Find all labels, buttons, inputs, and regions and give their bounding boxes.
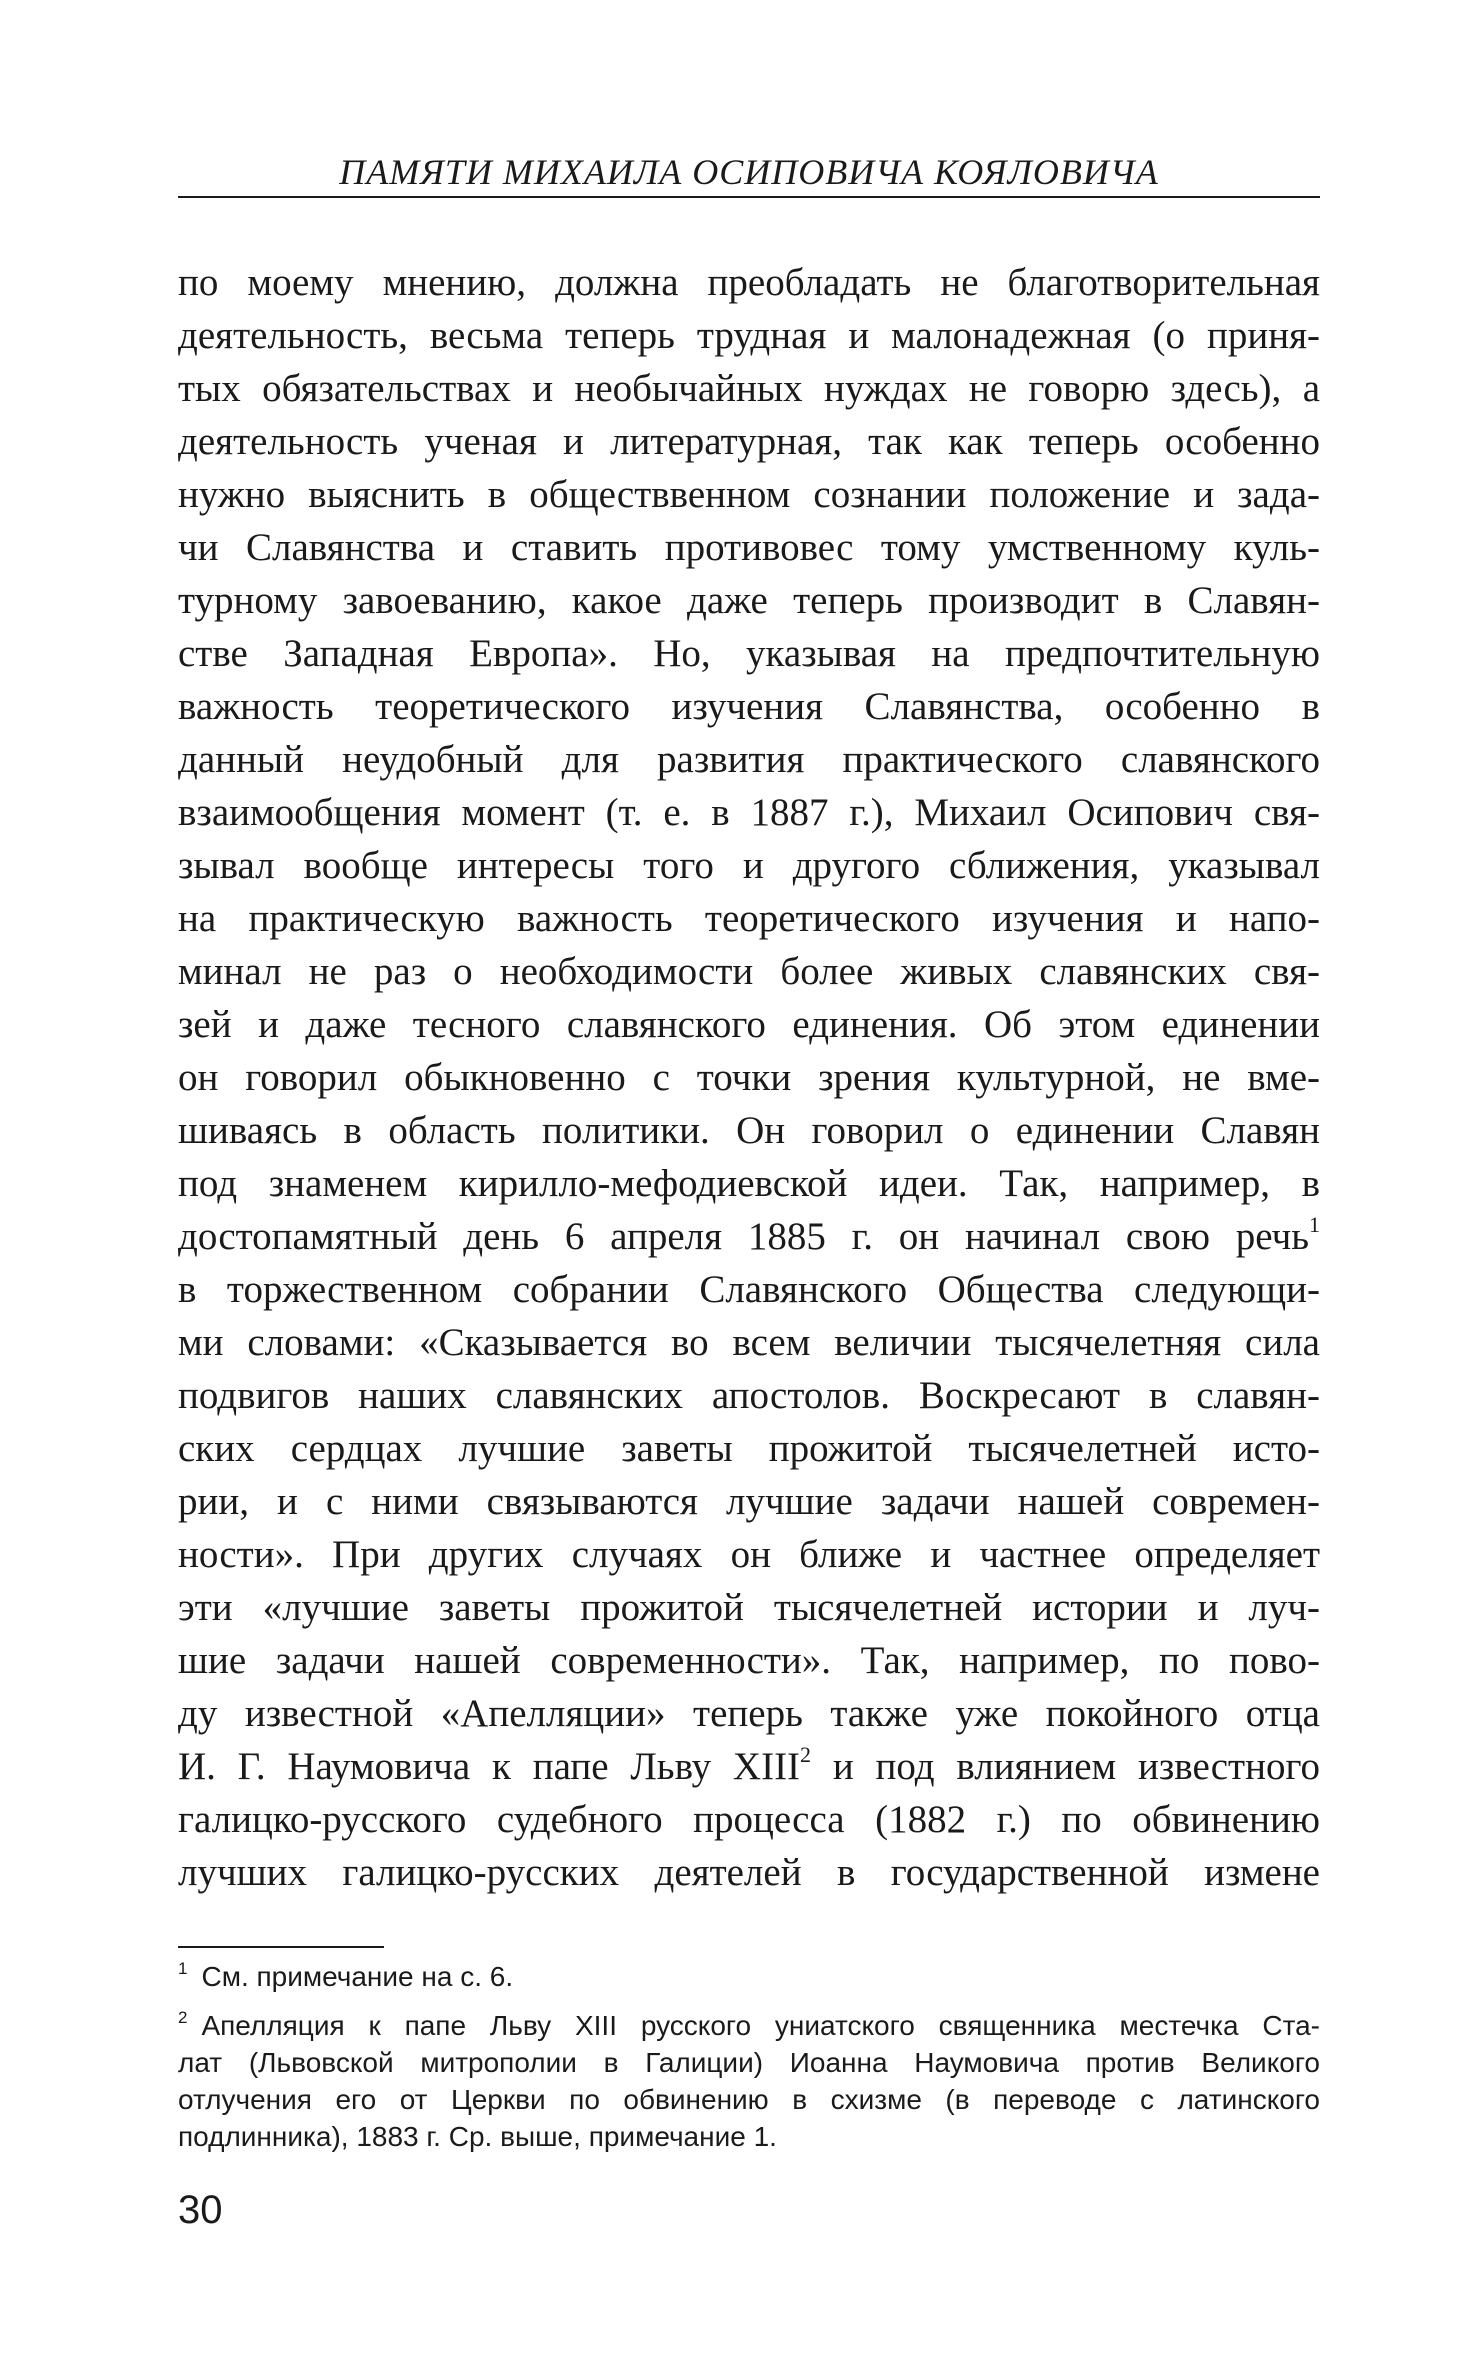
text-line: тых обязательствах и необычайных нуждах не говорю здесь), а (178, 367, 1320, 410)
footnote-line: отлучения его от Церкви по обвинению в схизме (в переводе с латинского (178, 2084, 1320, 2115)
footnote-line (178, 2007, 1320, 2044)
page-number: 30 (178, 2188, 223, 2232)
text-line: взаимообщения момент (т. е. в 1887 г.), Михаил Осипович свя- (178, 791, 1320, 834)
footnote-line: подлинника), 1883 г. Ср. выше, примечание 1. (178, 2121, 777, 2152)
text-line: эти «лучшие заветы прожитой тысячелетней истории и луч- (178, 1586, 1320, 1629)
text-line: минал не раз о необходимости более живых славянских свя- (178, 950, 1320, 993)
text-line (178, 1740, 1320, 1793)
text-line: данный неудобный для развития практического славянского (178, 738, 1320, 781)
text-line: ду известной «Апелляции» теперь также уже покойного отца (178, 1692, 1320, 1735)
text-line: шие задачи нашей современности». Так, например, по пово- (178, 1639, 1320, 1682)
text-line: рии, и с ними связываются лучшие задачи нашей современ- (178, 1480, 1320, 1523)
text-segment: И. Г. Наумовича к папе Льву XIII (178, 1745, 801, 1788)
text-line: ности». При других случаях он ближе и частнее определяет (178, 1533, 1320, 1576)
text-line: на практическую важность теоретического изучения и напо- (178, 897, 1320, 940)
text-line: стве Западная Европа». Но, указывая на предпочтительную (178, 632, 1320, 675)
text-line: зей и даже тесного славянского единения. Об этом единении (178, 1003, 1320, 1046)
text-line: нужно выяснить в обществвенном сознании положение и зада- (178, 473, 1320, 516)
text-line: деятельность, весьма теперь трудная и малонадежная (о приня- (178, 314, 1320, 357)
footnote-ref-1[interactable]: 1 (1309, 1212, 1320, 1237)
text-line: чи Славянства и ставить противовес тому умственному куль- (178, 526, 1320, 569)
running-title: ПАМЯТИ МИХАИЛА ОСИПОВИЧА КОЯЛОВИЧА (339, 152, 1159, 192)
text-line: подвигов наших славянских апостолов. Воскресают в славян- (178, 1374, 1320, 1417)
footnote-line (178, 1958, 1320, 1995)
text-line: зывал вообще интересы того и другого сближения, указывал (178, 844, 1320, 887)
footnote-marker: 2 (178, 2008, 188, 2027)
header-rule (178, 196, 1320, 198)
footnote-line: лат (Львовской митрополии в Галиции) Иоанна Наумовича против Великого (178, 2047, 1320, 2078)
text-line: турному завоеванию, какое даже теперь производит в Славян- (178, 579, 1320, 622)
footnote-2 (178, 2007, 1320, 2155)
text-line: ских сердцах лучшие заветы прожитой тысячелетней исто- (178, 1427, 1320, 1470)
footnotes (178, 1958, 1320, 2167)
text-line: он говорил обыкновенно с точки зрения культурной, не вме- (178, 1056, 1320, 1099)
footnote-text: Апелляция к папе Льву XIII русского униатского священника местечка Ста- (201, 2010, 1320, 2041)
text-line: по моему мнению, должна преобладать не благотворительная (178, 261, 1320, 304)
footnote-text: См. примечание на с. 6. (201, 1961, 514, 1992)
footnote-ref-2[interactable]: 2 (800, 1742, 812, 1767)
text-line: в торжественном собрании Славянского Общества следующи- (178, 1268, 1320, 1311)
text-line: деятельность ученая и литературная, так как теперь особенно (178, 420, 1320, 463)
text-line: лучших галицко-русских деятелей в государственной измене (178, 1851, 1320, 1894)
footnote-marker: 1 (178, 1959, 188, 1978)
text-line: под знаменем кирилло-мефодиевской идеи. Так, например, в (178, 1162, 1320, 1205)
footnote-1 (178, 1958, 1320, 1995)
text-segment: достопамятный день 6 апреля 1885 г. он начинал свою речь (178, 1215, 1309, 1258)
text-segment: и под влиянием известного (811, 1745, 1320, 1788)
footnote-rule (178, 1946, 384, 1948)
text-line: шиваясь в область политики. Он говорил о единении Славян (178, 1109, 1320, 1152)
text-line (178, 1210, 1320, 1263)
main-text (178, 256, 1320, 1899)
text-line: галицко-русского судебного процесса (1882 г.) по обвинению (178, 1798, 1320, 1841)
text-line: ми словами: «Сказывается во всем величии тысячелетняя сила (178, 1321, 1320, 1364)
text-line: важность теоретического изучения Славянства, особенно в (178, 685, 1320, 728)
